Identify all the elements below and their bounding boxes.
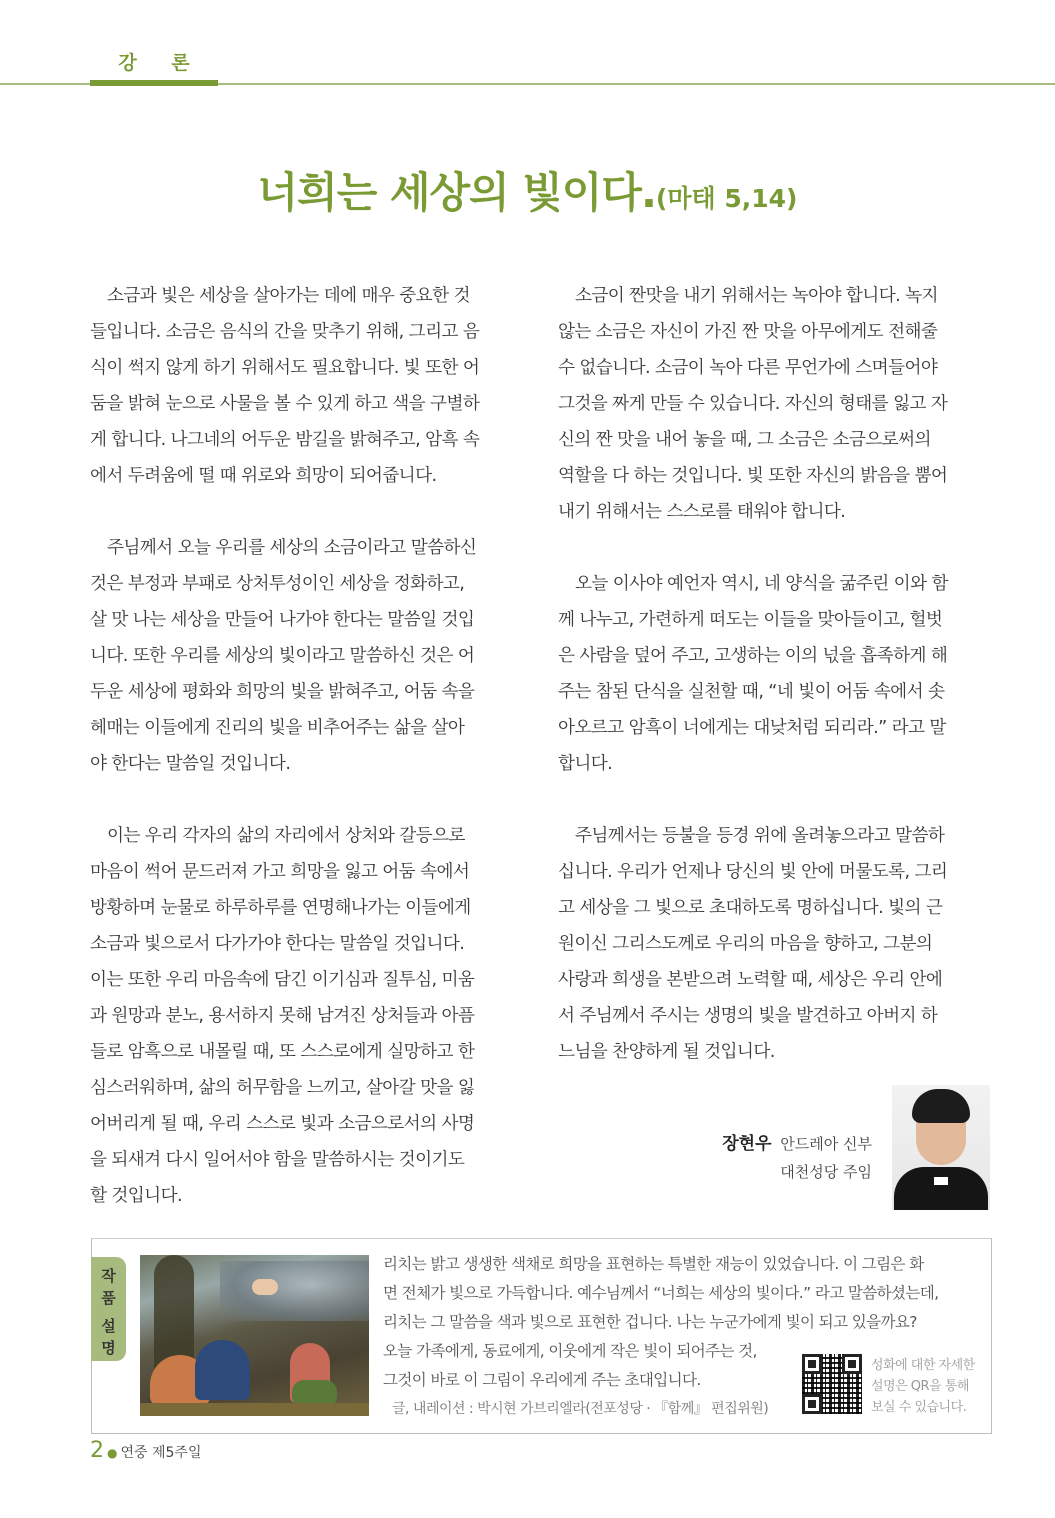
title-reference: (마태 5,14) — [655, 184, 798, 213]
text-line: 신의 짠 맛을 내어 놓을 때, 그 소금은 소금으로써의 — [558, 430, 931, 450]
paragraph — [558, 818, 990, 1070]
header-rule-accent — [90, 80, 218, 86]
text-line: 께 나누고, 가련하게 떠도는 이들을 맞아들이고, 헐벗 — [558, 610, 943, 630]
description-line: 리치는 밝고 생생한 색채로 희망을 표현하는 특별한 재능이 있었습니다. 이 그림은 화 — [383, 1255, 924, 1273]
text-line: 게 합니다. 나그네의 어두운 밤길을 밝혀주고, 암흑 속 — [90, 430, 480, 450]
label-char: 품 — [101, 1289, 116, 1307]
title-main: 너희는 세상의 빛이다. — [257, 168, 656, 217]
text-line: 을 되새겨 다시 일어서야 함을 말씀하시는 것이기도 — [90, 1150, 465, 1170]
text-line: 내기 위해서는 스스로를 태워야 합니다. — [558, 502, 846, 522]
qr-note-line: 보실 수 있습니다. — [871, 1400, 967, 1415]
description-line: 리치는 그 말씀을 색과 빛으로 표현한 겁니다. 나는 누군가에게 빛이 되고 있을까요? — [383, 1313, 917, 1331]
text-line: 느님을 찬양하게 될 것입니다. — [558, 1042, 775, 1062]
label-char: 명 — [101, 1339, 116, 1357]
text-line: 들입니다. 소금은 음식의 간을 맞추기 위해, 그리고 음 — [90, 322, 480, 342]
text-line: 주는 참된 단식을 실천할 때, “네 빛이 어둠 속에서 솟 — [558, 682, 945, 702]
author-photo — [892, 1085, 990, 1210]
text-line: 소금과 빛으로서 다가가야 한다는 말씀일 것입니다. — [90, 934, 465, 954]
text-line: 은 사람을 덮어 주고, 고생하는 이의 넋을 흡족하게 해 — [558, 646, 948, 666]
author-byline — [640, 1130, 872, 1186]
text-line: 주님께서 오늘 우리를 세상의 소금이라고 말씀하신 — [107, 538, 477, 558]
text-line: 방황하며 눈물로 하루하루를 연명해나가는 이들에게 — [90, 898, 471, 918]
text-line: 수 없습니다. 소금이 녹아 다른 무언가에 스며들어야 — [558, 358, 938, 378]
description-line: 그것이 바로 이 그림이 우리에게 주는 초대입니다. — [383, 1371, 701, 1389]
label-char: 작 — [101, 1267, 116, 1285]
paragraph — [90, 530, 522, 782]
author-title: 안드레아 신부 — [780, 1135, 872, 1153]
text-line: 그것을 짜게 만들 수 있습니다. 자신의 형태를 잃고 자 — [558, 394, 948, 414]
text-line: 이는 또한 우리 마음속에 담긴 이기심과 질투심, 미움 — [90, 970, 475, 990]
paragraph — [558, 278, 990, 530]
description-line: 오늘 가족에게, 동료에게, 이웃에게 작은 빛이 되어주는 것, — [383, 1342, 757, 1360]
text-line: 헤매는 이들에게 진리의 빛을 비추어주는 삶을 살아 — [90, 718, 465, 738]
text-line: 소금과 빛은 세상을 살아가는 데에 매우 중요한 것 — [107, 286, 470, 306]
text-line: 둠을 밝혀 눈으로 사물을 볼 수 있게 하고 색을 구별하 — [90, 394, 480, 414]
text-line: 마음이 썩어 문드러져 가고 희망을 잃고 어둠 속에서 — [90, 862, 470, 882]
text-line: 아오르고 암흑이 너에게는 대낮처럼 되리라.” 라고 말 — [558, 718, 946, 738]
text-line: 심스러워하며, 삶의 허무함을 느끼고, 살아갈 맛을 잃 — [90, 1078, 475, 1098]
qr-note-line: 성화에 대한 자세한 — [871, 1358, 975, 1373]
text-line: 역할을 다 하는 것입니다. 빛 또한 자신의 밝음을 뿜어 — [558, 466, 948, 486]
issue-label: 연중 제5주일 — [120, 1445, 202, 1461]
artwork-description-label — [91, 1257, 126, 1361]
artwork-credit: 글, 내레이션 : 박시현 가브리엘라(전포성당 · 『함께』 편집위원) — [392, 1401, 769, 1417]
text-line: 들로 암흑으로 내몰릴 때, 또 스스로에게 실망하고 한 — [90, 1042, 475, 1062]
text-line: 것은 부정과 부패로 상처투성이인 세상을 정화하고, — [90, 574, 465, 594]
text-line: 않는 소금은 자신이 가진 짠 맛을 아무에게도 전해줄 — [558, 322, 938, 342]
qr-note — [871, 1355, 986, 1418]
text-line: 십니다. 우리가 언제나 당신의 빛 안에 머물도록, 그리 — [558, 862, 948, 882]
paragraph — [558, 566, 990, 782]
text-line: 할 것입니다. — [90, 1186, 182, 1206]
text-line: 에서 두려움에 떨 때 위로와 희망이 되어줍니다. — [90, 466, 437, 486]
text-line: 살 맛 나는 세상을 만들어 나가야 한다는 말씀일 것입 — [90, 610, 475, 630]
paragraph — [90, 818, 522, 1214]
text-line: 사랑과 희생을 본받으려 노력할 때, 세상은 우리 안에 — [558, 970, 943, 990]
text-line: 주님께서는 등불을 등경 위에 올려놓으라고 말씀하 — [575, 826, 945, 846]
text-line: 원이신 그리스도께로 우리의 마음을 향하고, 그분의 — [558, 934, 933, 954]
author-affiliation: 대천성당 주임 — [780, 1163, 872, 1181]
text-line: 이는 우리 각자의 삶의 자리에서 상처와 갈등으로 — [107, 826, 465, 846]
section-tag: 강 론 — [118, 52, 204, 74]
label-char: 설 — [101, 1317, 116, 1335]
page-title — [0, 160, 1055, 220]
text-line: 과 원망과 분노, 용서하지 못해 남겨진 상처들과 아픔 — [90, 1006, 475, 1026]
text-line: 두운 세상에 평화와 희망의 빛을 밝혀주고, 어둠 속을 — [90, 682, 475, 702]
text-line: 식이 썩지 않게 하기 위해서도 필요합니다. 빛 또한 어 — [90, 358, 480, 378]
text-line: 오늘 이사야 예언자 역시, 네 양식을 굶주린 이와 함 — [575, 574, 948, 594]
description-line: 면 전체가 빛으로 가득합니다. 예수님께서 “너희는 세상의 빛이다.” 라고 말씀하셨는데, — [383, 1284, 939, 1302]
text-line: 서 주님께서 주시는 생명의 빛을 발견하고 아버지 하 — [558, 1006, 938, 1026]
right-column — [558, 278, 990, 1106]
text-line: 야 한다는 말씀일 것입니다. — [90, 754, 291, 774]
qr-code[interactable] — [802, 1354, 862, 1414]
text-line: 합니다. — [558, 754, 613, 774]
left-column — [90, 278, 522, 1250]
text-line: 어버리게 될 때, 우리 스스로 빛과 소금으로서의 사명 — [90, 1114, 475, 1134]
text-line: 니다. 또한 우리를 세상의 빛이라고 말씀하신 것은 어 — [90, 646, 475, 666]
paragraph — [90, 278, 522, 494]
artwork-painting-image — [140, 1255, 369, 1416]
page-footer: 2 ● 연중 제5주일 — [90, 1438, 202, 1463]
text-line: 소금이 짠맛을 내기 위해서는 녹아야 합니다. 녹지 — [575, 286, 938, 306]
text-line: 고 세상을 그 빛으로 초대하도록 명하십니다. 빛의 근 — [558, 898, 943, 918]
author-name: 장현우 — [722, 1134, 772, 1154]
qr-note-line: 설명은 QR을 통해 — [871, 1379, 969, 1394]
page-number: 2 — [90, 1438, 104, 1463]
